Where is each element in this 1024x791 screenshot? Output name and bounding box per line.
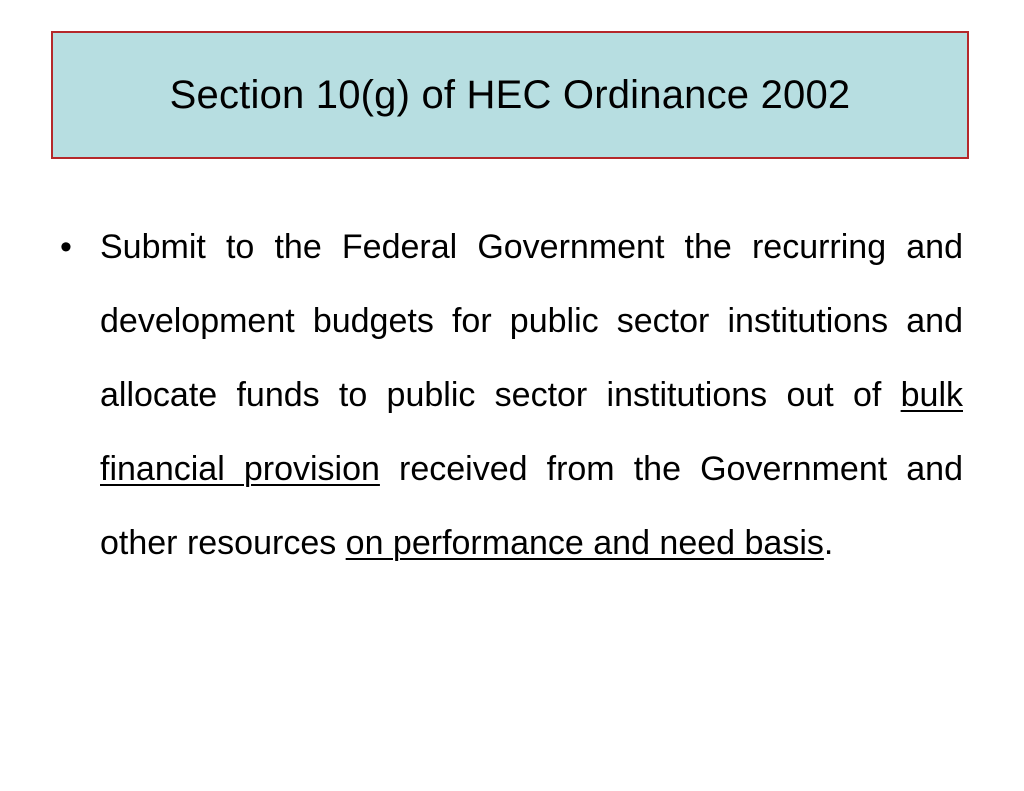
- bullet-text: [100, 210, 963, 580]
- bullet-text-part3: .: [823, 524, 834, 562]
- slide-title: Section 10(g) of HEC Ordinance 2002: [169, 73, 851, 117]
- bullet-text-part1: Submit to the Federal Government the recurring and development budgets for public sector institutions and allocate funds to public sector institutions out of: [100, 228, 963, 414]
- bullet-icon: •: [60, 228, 72, 266]
- title-box: [51, 31, 969, 159]
- bullet-text-part2: received from the Government and other resources: [100, 450, 963, 562]
- underlined-phrase-bulk-financial-provision: bulk financial provision: [100, 376, 963, 488]
- bullet-item: [60, 210, 963, 580]
- underlined-phrase-performance-need-basis: on performance and need basis: [345, 524, 824, 562]
